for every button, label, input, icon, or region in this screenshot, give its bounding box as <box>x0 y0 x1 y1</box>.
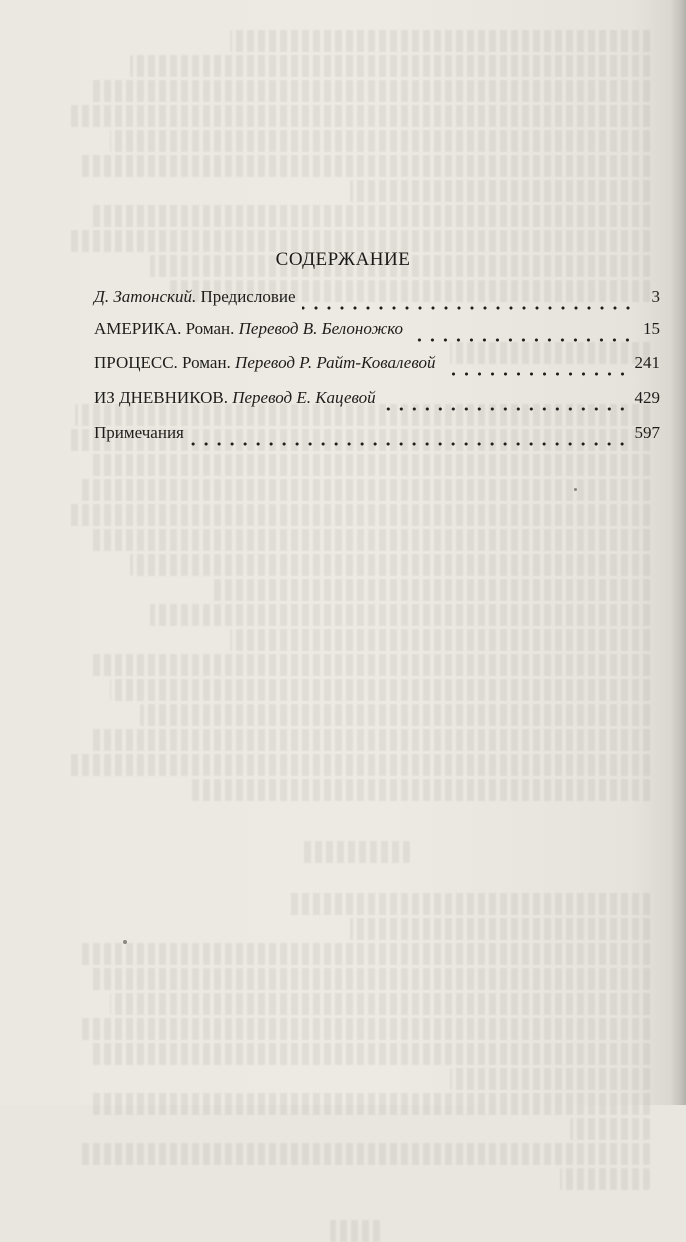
toc-leader-dots <box>190 442 629 446</box>
toc-page-number: 3 <box>651 287 660 306</box>
toc-entry-translator: Перевод Е. Кацевой <box>232 388 376 407</box>
toc-entry-protsess <box>94 353 660 383</box>
toc-leader-dots <box>409 338 634 342</box>
page-title: СОДЕРЖАНИЕ <box>275 249 411 270</box>
toc-entry-preface <box>94 287 660 317</box>
toc-leader-dots <box>442 372 629 376</box>
toc-entry-amerika <box>94 319 660 349</box>
toc-entry-notes <box>94 423 660 453</box>
toc-leader-dots <box>382 407 629 411</box>
toc-entry-translator: Перевод В. Белоножко <box>238 319 404 338</box>
toc-entry-title: Предисловие <box>196 287 296 306</box>
toc-page-number: 429 <box>634 388 660 407</box>
toc-entry-title: Примечания <box>94 423 184 442</box>
show-through-text <box>60 30 650 1030</box>
print-speck <box>123 940 127 944</box>
toc-entry-diaries <box>94 388 660 418</box>
page-edge-shadow <box>670 0 686 1105</box>
toc-leader-dots <box>302 306 635 310</box>
toc-page-number: 241 <box>634 353 660 372</box>
toc-entry-title: АМЕРИКА. Роман. <box>94 319 239 338</box>
toc-entry-translator: Перевод Р. Райт-Ковалевой <box>235 353 436 372</box>
toc-entry-title: ИЗ ДНЕВНИКОВ. <box>94 388 233 407</box>
toc-entry-author: Д. Затонский. <box>94 287 197 306</box>
toc-entry-title: ПРОЦЕСС. Роман. <box>94 353 236 372</box>
toc-page-number: 15 <box>643 319 660 338</box>
print-speck <box>574 488 577 491</box>
toc-page-number: 597 <box>634 423 660 442</box>
